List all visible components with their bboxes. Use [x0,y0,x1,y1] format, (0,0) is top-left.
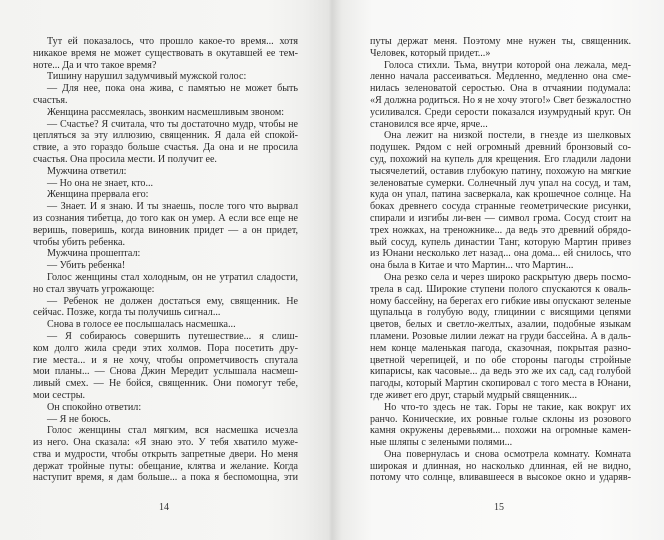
text-line: Голос женщины стал мягким, вся насмешка исчезла [47,425,298,437]
text-line: — Ребенок не должен достаться ему, священник. Не [47,295,298,307]
text-line: гие места... и я не хочу, чтобы опрометчивость спутала [33,354,298,366]
text-line: Мужчина прошептал: [47,248,141,260]
text-line: широкая и длинная, но насколько длинная, ей не видно, [370,460,631,472]
text-line: Тут ей показалось, что прошло какое-то время... хотя [47,36,298,47]
text-line: — Для нее, пока она жива, с памятью не может быть [47,83,298,95]
text-line: — Убить ребенка! [47,260,126,272]
text-line: нем конце маленькая пагода, сказочная, покрытая разно- [370,342,631,354]
text-line: Он спокойно ответил: [47,401,142,413]
text-line: нилась зеленоватой серостью. Она в отчаянии подумала: [370,83,631,95]
text-line: «Я должна родиться. Но я не хочу этого!» Свет безжалостно [370,94,631,106]
text-line: никакое время не может существовать в окутавшей ее тем- [33,47,298,59]
text-line: мои сестры. [33,389,86,401]
text-line: Она резко села и через широко раскрытую дверь посмо- [384,271,631,283]
text-line: цветной черепицей, и по обе стороны пагоды стройные [370,354,631,366]
text-line: Женщина прервала его: [47,189,149,201]
text-line: — Знает. И я знаю. И ты знаешь, после того что вырвал [47,201,298,213]
text-line: усиливался. Среди серости показался изумрудный круг. Он [370,106,631,118]
text-line: Снова в голосе ее послышалась насмешка... [47,319,236,331]
text-line: — Я собираюсь совершить путешествие... я слиш- [47,330,298,342]
text-line: пламени. Розовые лилии лежат на груди бассейна. А в даль- [370,330,631,342]
page-number-left: 14 [159,502,169,513]
text-line: Человек, который придет...» [370,47,491,59]
text-line: трела в сад. Широкие ступени полого спускаются к оваль- [370,283,631,295]
text-line: кипарисы, как часовые... да ведь это же их сад, сад голубой [370,366,631,378]
left-page-text [33,36,298,484]
text-line: ства и мудрости, чтобы открыть запретные двери. Но меня [33,448,298,460]
text-line: Она повернулась и снова осмотрела комнату. Комната [384,448,631,460]
text-line: ные шляпы с зелеными полями... [370,437,513,449]
text-line: из сознания тибетца, до того как он умер. А если все еще не [33,212,298,224]
text-line: ранчо. Конические, их ровные голые склоны из розового [370,413,631,425]
text-line: цепляться за эту иллюзию, священник. Я дала ей спокой- [33,130,298,142]
text-line: ноте... Да и что такое время? [33,59,157,71]
text-line: ному бассейну, на берегах его гибкие ивы опускают зеленые [370,295,631,307]
text-line: чтобы убить ребенка. [33,236,125,248]
text-line: — Я не боюсь. [47,413,111,425]
text-line: Голос женщины стал холодным, он не утратил сладости, [47,271,298,283]
text-line: где живет его друг, старый мудрый священник... [370,389,577,401]
text-line: она была в Китае и что Мартин... что Мартин... [370,260,574,272]
text-line: цветов, белых и светло-желтых, азалии, подобные языкам [370,319,631,331]
text-line: ленно начала рассеиваться. Медленно, медленно она сме- [370,71,631,83]
right-page-text [370,36,631,484]
text-line: тысячелетий, оставив глубокую патину, похожую на мягкие [370,165,631,177]
text-line: потому что солнце, вливавшееся в высокое окно и ударяв- [370,472,631,484]
text-line: мои планы... — Снова Джин Мередит услышала насмеш- [33,366,298,378]
text-line: держат тройные путы: обещание, клятва и желание. Когда [33,460,298,472]
text-line: наступит время, я дам больше... а пока я беспомощна, эти [33,472,298,484]
text-line: Тишину нарушил задумчивый мужской голос: [47,71,247,83]
text-line: веришь, поверишь, когда виновник придет — а он придет, [33,224,298,236]
text-line: счастья. [33,94,68,106]
text-line: пагоды, который Мартин скопировал с того места в Юнани, [370,378,631,390]
text-line: счастья. Она просила мести. И получит ее. [33,153,217,165]
text-line: вый сосуд, купель династии Танг, которую Мартин привез [370,236,631,248]
text-line: ствие, а это гораздо больше счастья. Да она и не просила [33,142,298,154]
text-line: путы держат меня. Поэтому мне нужен ты, священник. [370,36,631,47]
text-line: подушек. Рядом с ней огромный древний бронзовый со- [370,142,631,154]
text-line: трех ножках, на треножнике... да ведь это древний обрядо- [370,224,631,236]
text-line: спирали и изгибы ли-вен — символ грома. Сосуд стоит на [370,212,631,224]
text-line: — Но она не знает, кто... [47,177,154,189]
text-line: Голоса стихли. Тьма, внутри которой она лежала, мед- [384,59,631,71]
text-line: сейчас. Позже, когда ты получишь сигнал... [33,307,221,319]
text-line: суд, похожий на купель для крещения. Его гладили ладони [370,153,631,165]
text-line: становился все ярче, ярче... [370,118,488,130]
text-line: боках древнего сосуда странные геометрические рисунки, [370,201,631,213]
text-line: ливый смех. — Не бойся, священник. Они помогут тебе, [33,378,298,390]
text-line: ком долго жила среди этих холмов. Пора посетить дру- [33,342,298,354]
text-line: камня окружены деревьями... похожи на огромные камен- [370,425,631,437]
text-line: зеленоватые сумерки. Солнечный луч упал на сосуд, и там, [370,177,631,189]
text-line: щупальца в голубую воду, глицинии с висящими цепями [370,307,631,319]
text-line: Но что-то здесь не так. Горы не такие, как вокруг их [384,401,631,413]
text-line: из него. Она сказала: «Я знаю это. У тебя хватило муже- [33,437,298,449]
text-line: куда он упал, патина засверкала, как крошечное солнце. На [370,189,631,201]
text-line: — Счастье? Я считала, что ты достаточно мудр, чтобы не [47,118,298,130]
text-line: из Юнани несколько лет назад... она дома... ей снилось, что [370,248,631,260]
text-line: Она лежит на низкой постели, в гнезде из шелковых [384,130,631,142]
text-line: Женщина рассмеялась, звонким насмешливым звоном: [47,106,285,118]
text-line: Мужчина ответил: [47,165,127,177]
text-line: но стал звучать угрожающе: [33,283,155,295]
page-number-right: 15 [494,502,504,513]
